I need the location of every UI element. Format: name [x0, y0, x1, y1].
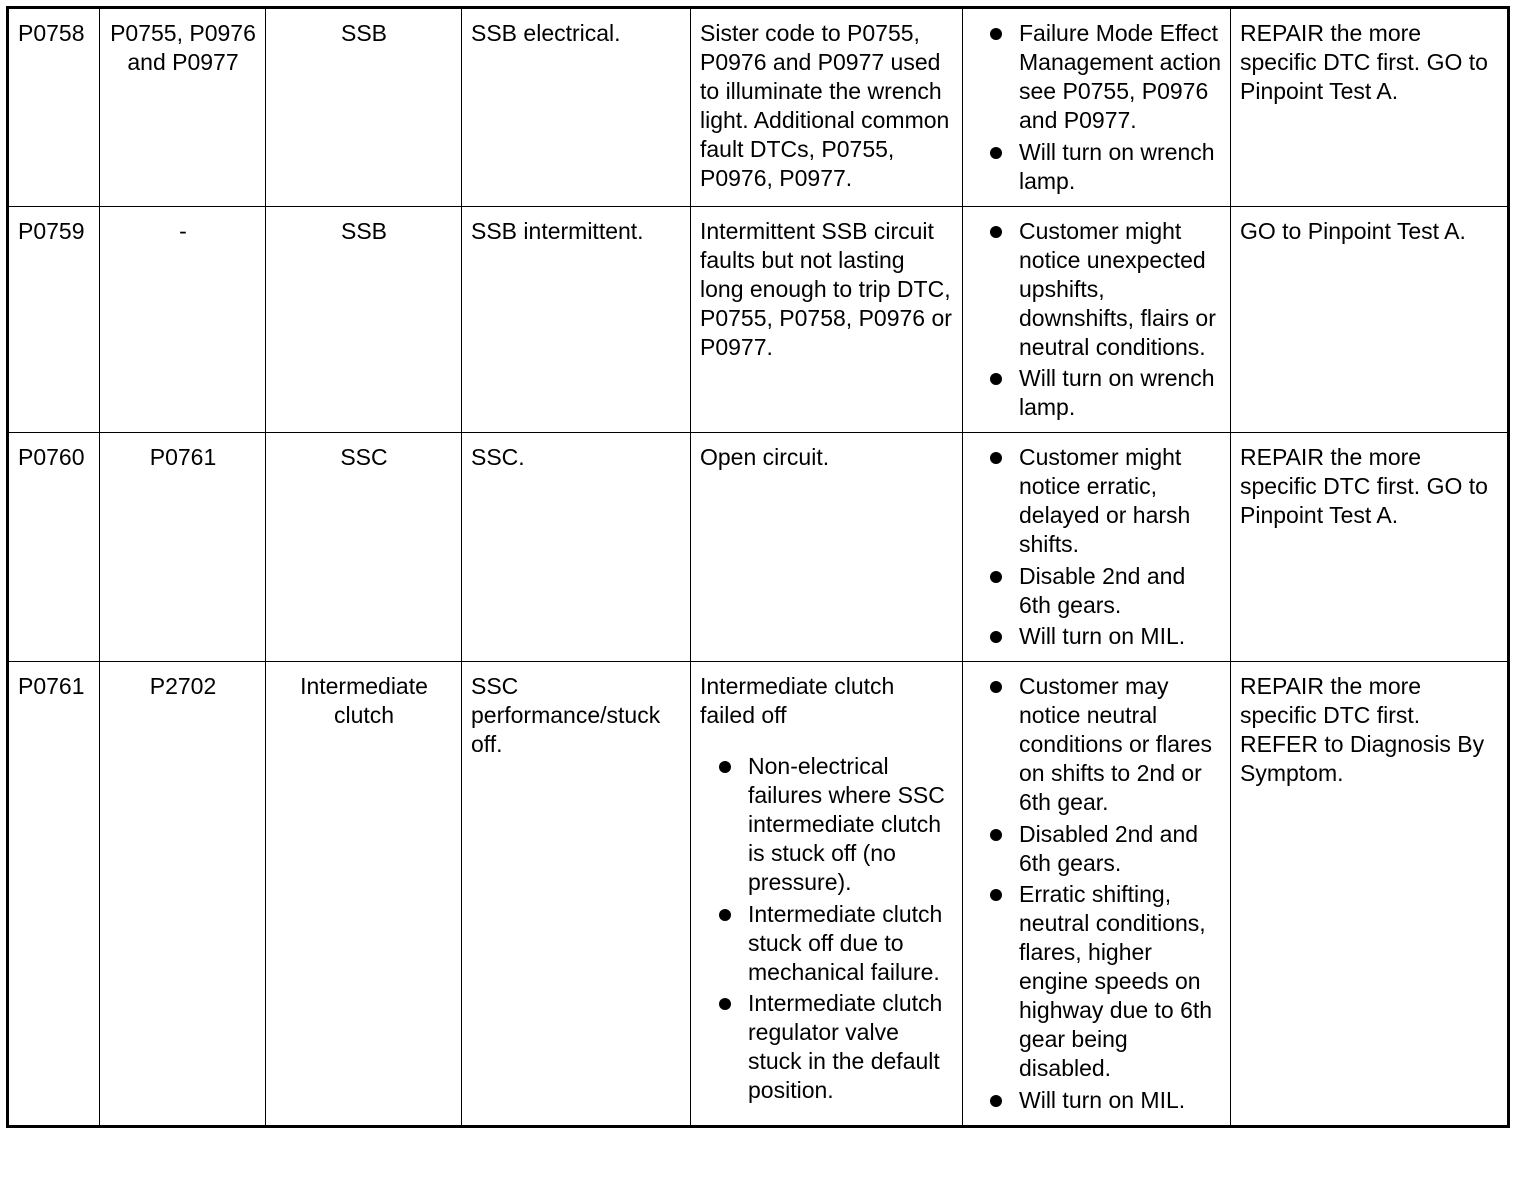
list-item: Customer might notice erratic, delayed or harsh shifts. — [972, 443, 1222, 559]
dtc-code-cell: P0759 — [8, 206, 100, 433]
list-item: Non-electrical failures where SSC intermediate clutch is stuck off (no pressure). — [700, 752, 954, 897]
component-cell: SSC — [266, 433, 462, 662]
list-item: Disable 2nd and 6th gears. — [972, 562, 1222, 620]
related-dtc-cell: P2702 — [100, 662, 266, 1127]
symptom-cell — [963, 8, 1231, 207]
action-cell: REPAIR the more specific DTC first. GO to Pinpoint Test A. — [1231, 8, 1509, 207]
symptom-list — [972, 443, 1222, 651]
list-item: Intermediate clutch stuck off due to mechanical failure. — [700, 900, 954, 987]
symptom-list — [972, 19, 1222, 196]
condition-cell: Sister code to P0755, P0976 and P0977 used to illuminate the wrench light. Additional common fault DTCs, P0755, P0976, P0977. — [691, 8, 963, 207]
table-row — [8, 206, 1509, 433]
related-dtc-cell: - — [100, 206, 266, 433]
dtc-table — [6, 6, 1510, 1128]
component-cell: Intermediate clutch — [266, 662, 462, 1127]
list-item: Will turn on wrench lamp. — [972, 364, 1222, 422]
list-item: Customer might notice unexpected upshifts, downshifts, flairs or neutral conditions. — [972, 217, 1222, 362]
related-dtc-cell: P0755, P0976 and P0977 — [100, 8, 266, 207]
symptom-cell — [963, 433, 1231, 662]
dtc-code-cell: P0760 — [8, 433, 100, 662]
table-row — [8, 433, 1509, 662]
symptom-list — [972, 217, 1222, 423]
component-cell: SSB — [266, 206, 462, 433]
description-cell: SSB intermittent. — [462, 206, 691, 433]
list-item: Disabled 2nd and 6th gears. — [972, 820, 1222, 878]
action-cell: REPAIR the more specific DTC first. REFER to Diagnosis By Symptom. — [1231, 662, 1509, 1127]
list-item: Will turn on wrench lamp. — [972, 138, 1222, 196]
symptom-list — [972, 672, 1222, 1115]
condition-cell: Intermittent SSB circuit faults but not lasting long enough to trip DTC, P0755, P0758, P0976 or P0977. — [691, 206, 963, 433]
description-cell: SSC. — [462, 433, 691, 662]
condition-list — [700, 752, 954, 1105]
action-cell: GO to Pinpoint Test A. — [1231, 206, 1509, 433]
table-row — [8, 8, 1509, 207]
list-item: Intermediate clutch regulator valve stuck in the default position. — [700, 989, 954, 1105]
action-cell: REPAIR the more specific DTC first. GO to Pinpoint Test A. — [1231, 433, 1509, 662]
list-item: Erratic shifting, neutral conditions, flares, higher engine speeds on highway due to 6th gear being disabled. — [972, 880, 1222, 1083]
symptom-cell — [963, 662, 1231, 1127]
list-item: Will turn on MIL. — [972, 1086, 1222, 1115]
table-row — [8, 662, 1509, 1127]
condition-cell — [691, 662, 963, 1127]
list-item: Failure Mode Effect Management action see P0755, P0976 and P0977. — [972, 19, 1222, 135]
condition-text: Intermediate clutch failed off — [700, 673, 895, 728]
description-cell: SSB electrical. — [462, 8, 691, 207]
related-dtc-cell: P0761 — [100, 433, 266, 662]
description-cell: SSC performance/stuck off. — [462, 662, 691, 1127]
list-item: Will turn on MIL. — [972, 622, 1222, 651]
component-cell: SSB — [266, 8, 462, 207]
dtc-code-cell: P0761 — [8, 662, 100, 1127]
symptom-cell — [963, 206, 1231, 433]
list-item: Customer may notice neutral conditions or flares on shifts to 2nd or 6th gear. — [972, 672, 1222, 817]
dtc-code-cell: P0758 — [8, 8, 100, 207]
condition-cell: Open circuit. — [691, 433, 963, 662]
